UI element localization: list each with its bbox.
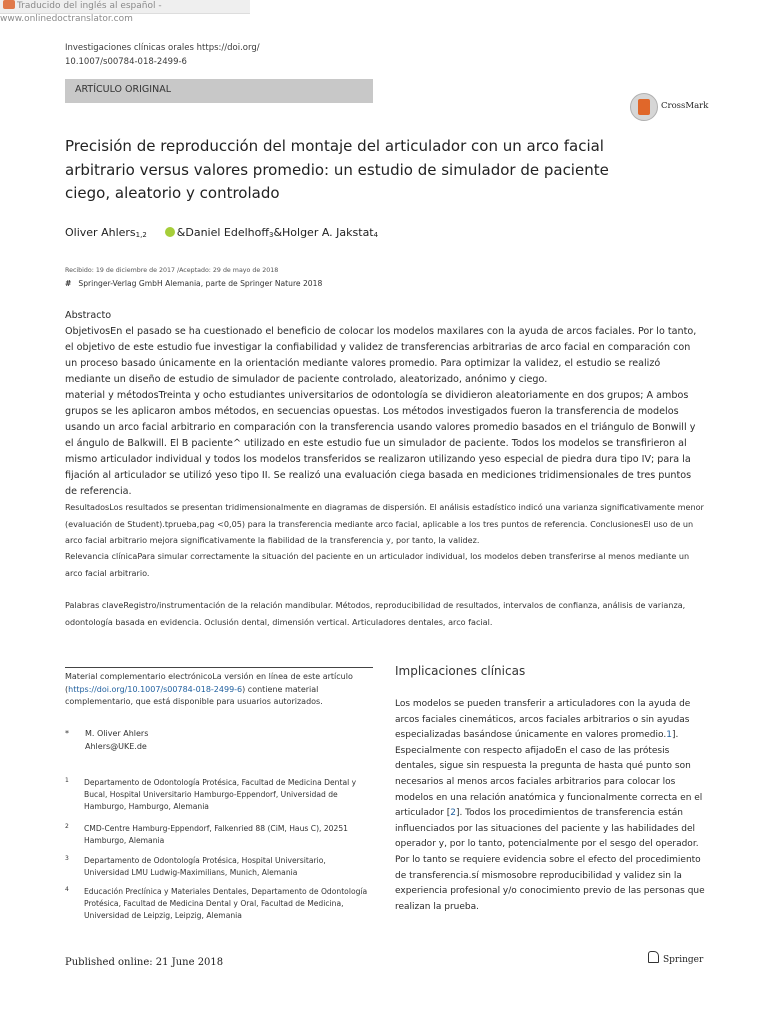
reference-link[interactable]: 1: [666, 730, 672, 741]
journal-line-1: Investigaciones clínicas orales https://doi.org/: [65, 43, 260, 53]
author-affiliation-sup: 1,2: [135, 231, 147, 239]
article-type-bar: [65, 79, 373, 103]
corresponding-star: *: [65, 729, 69, 738]
crossmark-badge[interactable]: [630, 93, 710, 123]
author-list: [65, 226, 378, 239]
orcid-icon[interactable]: [165, 227, 175, 237]
translation-banner-text[interactable]: Traducido del inglés al español - www.onlinedoctranslator.com: [0, 1, 162, 24]
corresponding-name: M. Oliver Ahlers: [85, 729, 149, 738]
divider: [65, 667, 373, 668]
journal-info: [65, 41, 260, 69]
abstract-results: ResultadosLos resultados se presentan tridimensionalmente en diagramas de dispersión. El análisis estadístico indicó una varianza significativamente menor (evaluación de Student).tprueba,pag <0,05) para la transferencia mediante arco facial, aplicable a los tres puntos de referencia. ConclusionesEl uso de un arco facial arbitrario mejora significativamente la fiabilidad de la transferencia y, por tanto, la validez.: [65, 502, 704, 545]
crossmark-icon: [630, 93, 658, 121]
implications-heading: Implicaciones clínicas: [395, 664, 526, 678]
springer-logo: [648, 951, 703, 965]
affiliation-text: Educación Preclínica y Materiales Dentales, Departamento de Odontología Protésica, Facultad de Medicina Dental y Oral, Facultad de Medicina, Universidad de Leipzig, Leipzig, Alemania: [84, 887, 368, 920]
abstract-heading: Abstracto: [65, 310, 112, 321]
author-name[interactable]: Oliver Ahlers: [65, 226, 136, 239]
affiliation-text: CMD-Centre Hamburg-Eppendorf, Falkenried 88 (CiM, Haus C), 20251 Hamburgo, Alemania: [84, 824, 349, 845]
supplementary-note: [65, 671, 365, 709]
corresponding-email[interactable]: Ahlers@UKE.de: [85, 741, 147, 751]
keywords: Palabras claveRegistro/instrumentación de la relación mandibular. Métodos, reproducibilidad de resultados, intervalos de confianza, análisis de varianza, odontología basada en evidencia. Oclusión dental, dimensión vertical. Articuladores dentales, arco facial.: [65, 600, 686, 627]
translate-icon: [3, 0, 15, 9]
received-dates: Recibido: 19 de diciembre de 2017 /Aceptado: 29 de mayo de 2018: [65, 267, 279, 274]
abstract-methods: material y métodosTreinta y ocho estudiantes universitarios de odontología se dividieron aleatoriamente en dos grupos; A ambos grupos se les aplicaron ambos métodos, en secuencias opuestas. Los métodos investigados fueron la transferencia de modelos usando un arco facial arbitrario en comparación con la transferencia usando valores promedio basados en el triángulo de Bonwill y el ángulo de Balkwill. El B paciente^ utilizado en este estudio fue un simulador de paciente. Todos los modelos se transfirieron al mismo articulador individual y todos los modelos transferidos se realizaron utilizando yeso especial de piedra dura tipo IV; para la fijación al articulador se utilizó yeso tipo II. Se realizó una evaluación ciega basada en mediciones tridimensionales de tres puntos de referencia.: [65, 390, 696, 497]
affiliation-number: 2: [65, 823, 69, 830]
translation-banner[interactable]: [0, 0, 250, 24]
springer-label: Springer: [663, 955, 704, 965]
affiliation-number: 1: [65, 777, 69, 784]
copyright-icon: #: [65, 279, 72, 288]
affiliation-text: Departamento de Odontología Protésica, Facultad de Medicina Dental y Bucal, Hospital Universitario Hamburgo-Eppendorf, Universidad de Hamburgo, Hamburgo, Alemania: [84, 778, 357, 811]
crossmark-label: CrossMark: [661, 101, 709, 111]
abstract-relevance: Relevancia clínicaPara simular correctamente la situación del paciente en un articulador individual, los modelos deben transferirse al menos mediante un arco facial arbitrario.: [65, 551, 690, 578]
affiliation: [65, 886, 370, 921]
affiliation: [65, 855, 370, 879]
author-name[interactable]: &Daniel Edelhoff: [176, 226, 269, 239]
copyright-text: Springer-Verlag GmbH Alemania, parte de Springer Nature 2018: [78, 279, 323, 288]
author-affiliation-sup: 4: [373, 231, 379, 239]
author-name[interactable]: &Holger A. Jakstat: [273, 226, 374, 239]
abstract-objectives: ObjetivosEn el pasado se ha cuestionado el beneficio de colocar los modelos maxilares con la ayuda de arcos faciales. Por lo tanto, el objetivo de este estudio fue investigar la confiabilidad y validez de transferencias arbitrarias de arco facial en comparación con un proceso basado únicamente en la orientación mediante valores promedio. Para optimizar la validez, el estudio se realizó mediante un diseño de estudio de simulador de paciente controlado, aleatorizado, anónimo y ciego.: [65, 326, 697, 385]
affiliation-text: Departamento de Odontología Protésica, Hospital Universitario, Universidad LMU Ludwig-Maximilians, Munich, Alemania: [84, 856, 326, 877]
springer-horse-icon: [648, 951, 659, 963]
journal-doi: 10.1007/s00784-018-2499-6: [65, 57, 187, 67]
implications-text: Los modelos se pueden transferir a articuladores con la ayuda de arcos faciales cinemáticos, arcos faciales arbitrarios o sin ayudas especializadas basándose únicamente en valores promedio.1]. Especialmente con respecto afijadoEn el caso de las prótesis dentales, sigue sin respuesta la pregunta de hasta qué punto son necesarios al menos arcos faciales arbitrarios para colocar los modelos en una relación anatómica y funcionalmente correcta en el articulador [2]. Todos los procedimientos de transferencia están influenciados por las situaciones del paciente y las habilidades del operador y, por lo tanto, potencialmente por el sesgo del operador. Por lo tanto se requiere evidencia sobre el efecto del procedimiento de transferencia.sí mismosobre reproducibilidad y validez sin la experiencia profesional y/o conocimiento previo de las personas que realizan la prueba.: [395, 699, 705, 912]
affiliation: [65, 777, 370, 812]
correspondence: [65, 728, 148, 753]
supplementary-text: Material complementario electrónicoLa versión en línea de este artículo (: [65, 672, 353, 694]
affiliation: [65, 823, 370, 847]
reference-link[interactable]: 2: [450, 808, 456, 819]
published-date: Published online: 21 June 2018: [65, 957, 224, 968]
article-title: Precisión de reproducción del montaje del articulador con un arco facial arbitrario versus valores promedio: un estudio de simulador de paciente ciego, aleatorio y controlado: [65, 137, 609, 202]
supplementary-text-end: ) contiene material complementario, que está disponible para usuarios autorizados.: [65, 684, 323, 706]
copyright-line: [65, 279, 322, 288]
supplementary-link[interactable]: https://doi.org/10.1007/s00784-018-2499-6: [68, 684, 243, 694]
article-type-label: ARTÍCULO ORIGINAL: [75, 84, 171, 95]
affiliation-number: 3: [65, 855, 69, 862]
affiliation-number: 4: [65, 886, 69, 893]
author-affiliation-sup: 3: [268, 231, 274, 239]
